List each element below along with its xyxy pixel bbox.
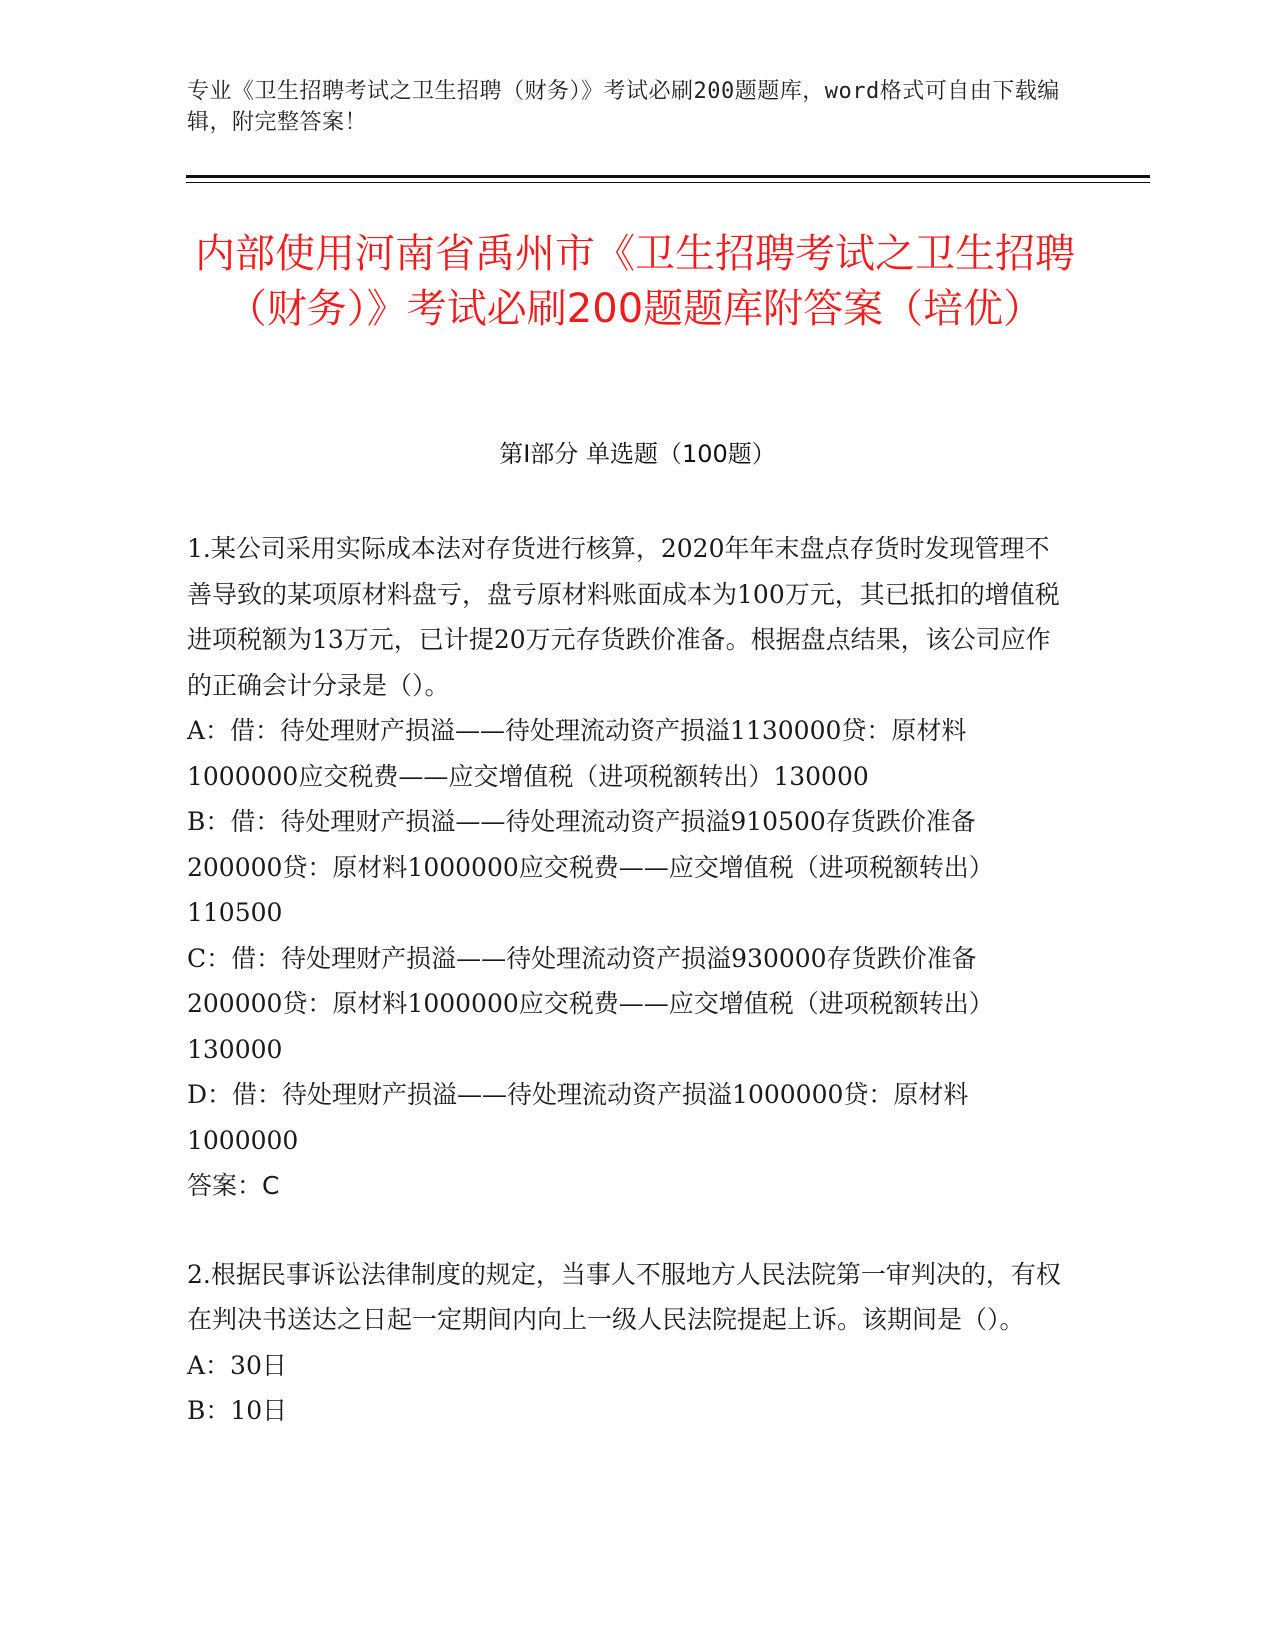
document-title: 内部使用河南省禹州市《卫生招聘考试之卫生招聘（财务）》考试必刷200题题库附答案（培优） xyxy=(195,231,1075,332)
option-d: D：借：待处理财产损溢——待处理流动资产损溢1000000贷：原材料1000000 xyxy=(187,1080,969,1155)
option-b: B：10日 xyxy=(187,1396,288,1425)
option-c: C：借：待处理财产损溢——待处理流动资产损溢930000存货跌价准备200000贷：原材料1000000应交税费——应交增值税（进项税额转出）130000 xyxy=(187,943,994,1064)
header-divider-thin xyxy=(186,182,1150,183)
header-divider-thick xyxy=(186,175,1150,178)
question-2 xyxy=(187,1252,1067,1434)
section-heading: 第Ⅰ部分 单选题（100题） xyxy=(499,440,776,468)
option-a: A：借：待处理财产损溢——待处理流动资产损溢1130000贷：原材料1000000应交税费——应交增值税（进项税额转出）130000 xyxy=(187,716,967,791)
question-list xyxy=(187,526,1067,1477)
answer-line: 答案：C xyxy=(187,1171,280,1200)
option-a: A：30日 xyxy=(187,1350,287,1380)
question-1 xyxy=(187,526,1067,1209)
question-stem: 2.根据民事诉讼法律制度的规定，当事人不服地方人民法院第一审判决的，有权在判决书送达之日起一定期间内向上一级人民法院提起上诉。该期间是（）。 xyxy=(187,1259,1061,1334)
header-note: 专业《卫生招聘考试之卫生招聘（财务）》考试必刷200题题库，word格式可自由下载编辑，附完整答案！ xyxy=(187,79,1060,135)
question-stem: 1.某公司采用实际成本法对存货进行核算，2020年年末盘点存货时发现管理不善导致的某项原材料盘亏，盘亏原材料账面成本为100万元，其已抵扣的增值税进项税额为13万元，已计提20万元存货跌价准备。根据盘点结果，该公司应作的正确会计分录是（）。 xyxy=(187,534,1060,700)
option-b: B：借：待处理财产损溢——待处理流动资产损溢910500存货跌价准备200000贷：原材料1000000应交税费——应交增值税（进项税额转出）110500 xyxy=(187,807,994,927)
